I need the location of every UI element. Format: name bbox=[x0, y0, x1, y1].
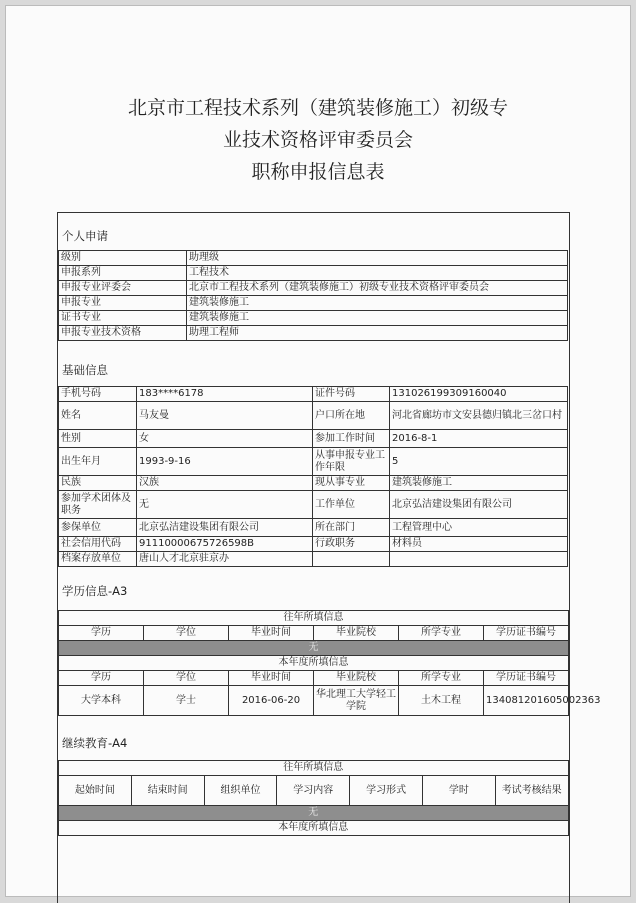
section-continuing-title: 继续教育-A4 bbox=[62, 736, 128, 750]
page-title-line3: 职称申报信息表 bbox=[251, 161, 385, 183]
basic-info-table bbox=[58, 386, 568, 567]
education-header-cell: 毕业院校 bbox=[314, 671, 399, 686]
employer-label: 工作单位 bbox=[313, 491, 390, 519]
archive-blank-1 bbox=[313, 552, 390, 567]
education-header-cell: 毕业院校 bbox=[314, 626, 399, 641]
continuing-header-cell: 学时 bbox=[422, 776, 495, 806]
personal-label: 申报专业评委会 bbox=[59, 281, 187, 296]
org-value: 无 bbox=[137, 491, 313, 519]
personal-value: 北京市工程技术系列（建筑装修施工）初级专业技术资格评审委员会 bbox=[187, 281, 568, 296]
education-data-cell: 华北理工大学轻工学院 bbox=[314, 686, 399, 716]
work-start-value: 2016-8-1 bbox=[390, 430, 568, 448]
personal-row bbox=[59, 251, 568, 266]
id-label: 证件号码 bbox=[313, 387, 390, 402]
continuing-past-empty: 无 bbox=[59, 806, 569, 821]
personal-value: 建筑装修施工 bbox=[187, 311, 568, 326]
hukou-value: 河北省廊坊市文安县德归镇北三岔口村 bbox=[390, 402, 568, 430]
education-past-empty: 无 bbox=[59, 641, 569, 656]
employer-value: 北京弘洁建设集团有限公司 bbox=[390, 491, 568, 519]
continuing-current-title: 本年度所填信息 bbox=[59, 821, 569, 836]
personal-label: 申报专业 bbox=[59, 296, 187, 311]
years-value: 5 bbox=[390, 448, 568, 476]
education-current-title: 本年度所填信息 bbox=[59, 656, 569, 671]
ethnic-value: 汉族 bbox=[137, 476, 313, 491]
personal-row bbox=[59, 281, 568, 296]
personal-label: 申报系列 bbox=[59, 266, 187, 281]
personal-row bbox=[59, 326, 568, 341]
phone-label: 手机号码 bbox=[59, 387, 137, 402]
education-table bbox=[58, 610, 601, 716]
birth-label: 出生年月 bbox=[59, 448, 137, 476]
continuing-header-cell: 结束时间 bbox=[131, 776, 204, 806]
personal-row bbox=[59, 311, 568, 326]
education-header-cell: 学历 bbox=[59, 626, 144, 641]
work-start-label: 参加工作时间 bbox=[313, 430, 390, 448]
continuing-header-cell: 考试考核结果 bbox=[495, 776, 568, 806]
education-header-cell: 毕业时间 bbox=[229, 671, 314, 686]
education-header-cell: 所学专业 bbox=[399, 671, 484, 686]
personal-label: 证书专业 bbox=[59, 311, 187, 326]
current-major-value: 建筑装修施工 bbox=[390, 476, 568, 491]
current-major-label: 现从事专业 bbox=[313, 476, 390, 491]
page-title-line2: 业技术资格评审委员会 bbox=[222, 129, 413, 151]
continuing-past-title: 往年所填信息 bbox=[59, 761, 569, 776]
continuing-header-cell: 学习形式 bbox=[350, 776, 423, 806]
credit-value: 91110000675726598B bbox=[137, 537, 313, 552]
education-data-cell: 土木工程 bbox=[399, 686, 484, 716]
name-label: 姓名 bbox=[59, 402, 137, 430]
personal-label: 申报专业技术资格 bbox=[59, 326, 187, 341]
education-header-cell: 学位 bbox=[144, 671, 229, 686]
hukou-label: 户口所在地 bbox=[313, 402, 390, 430]
education-header-cell: 毕业时间 bbox=[229, 626, 314, 641]
continuing-table bbox=[58, 760, 569, 836]
continuing-header-cell: 学习内容 bbox=[277, 776, 350, 806]
birth-value: 1993-9-16 bbox=[137, 448, 313, 476]
archive-blank-2 bbox=[390, 552, 568, 567]
personal-label: 级别 bbox=[59, 251, 187, 266]
education-data-cell: 2016-06-20 bbox=[229, 686, 314, 716]
org-label: 参加学术团体及职务 bbox=[59, 491, 137, 519]
education-past-title: 往年所填信息 bbox=[59, 611, 569, 626]
continuing-header-cell: 组织单位 bbox=[204, 776, 277, 806]
personal-value: 助理工程师 bbox=[187, 326, 568, 341]
education-header-cell: 学历证书编号 bbox=[484, 626, 569, 641]
education-header-cell: 学历 bbox=[59, 671, 144, 686]
section-education-title: 学历信息-A3 bbox=[62, 584, 128, 598]
education-header-cell: 所学专业 bbox=[399, 626, 484, 641]
id-value: 131026199309160040 bbox=[390, 387, 568, 402]
dept-label: 所在部门 bbox=[313, 519, 390, 537]
archive-label: 档案存放单位 bbox=[59, 552, 137, 567]
insured-value: 北京弘洁建设集团有限公司 bbox=[137, 519, 313, 537]
name-value: 马友曼 bbox=[137, 402, 313, 430]
ethnic-label: 民族 bbox=[59, 476, 137, 491]
personal-row bbox=[59, 296, 568, 311]
education-data-cell: 大学本科 bbox=[59, 686, 144, 716]
personal-table bbox=[58, 250, 568, 341]
position-value: 材料员 bbox=[390, 537, 568, 552]
page-title-line1: 北京市工程技术系列（建筑装修施工）初级专 bbox=[127, 97, 508, 119]
personal-value: 工程技术 bbox=[187, 266, 568, 281]
education-data-cell: 134081201605002363 bbox=[484, 686, 569, 716]
dept-value: 工程管理中心 bbox=[390, 519, 568, 537]
insured-label: 参保单位 bbox=[59, 519, 137, 537]
continuing-header-cell: 起始时间 bbox=[59, 776, 132, 806]
position-label: 行政职务 bbox=[313, 537, 390, 552]
personal-row bbox=[59, 266, 568, 281]
education-data-cell: 学士 bbox=[144, 686, 229, 716]
education-header-cell: 学历证书编号 bbox=[484, 671, 569, 686]
personal-value: 建筑装修施工 bbox=[187, 296, 568, 311]
phone-value: 183****6178 bbox=[137, 387, 313, 402]
credit-label: 社会信用代码 bbox=[59, 537, 137, 552]
gender-value: 女 bbox=[137, 430, 313, 448]
gender-label: 性别 bbox=[59, 430, 137, 448]
section-basic-title: 基础信息 bbox=[62, 363, 108, 377]
archive-value: 唐山人才北京驻京办 bbox=[137, 552, 313, 567]
education-header-cell: 学位 bbox=[144, 626, 229, 641]
years-label: 从事申报专业工作年限 bbox=[313, 448, 390, 476]
section-personal-title: 个人申请 bbox=[62, 229, 108, 243]
personal-value: 助理级 bbox=[187, 251, 568, 266]
